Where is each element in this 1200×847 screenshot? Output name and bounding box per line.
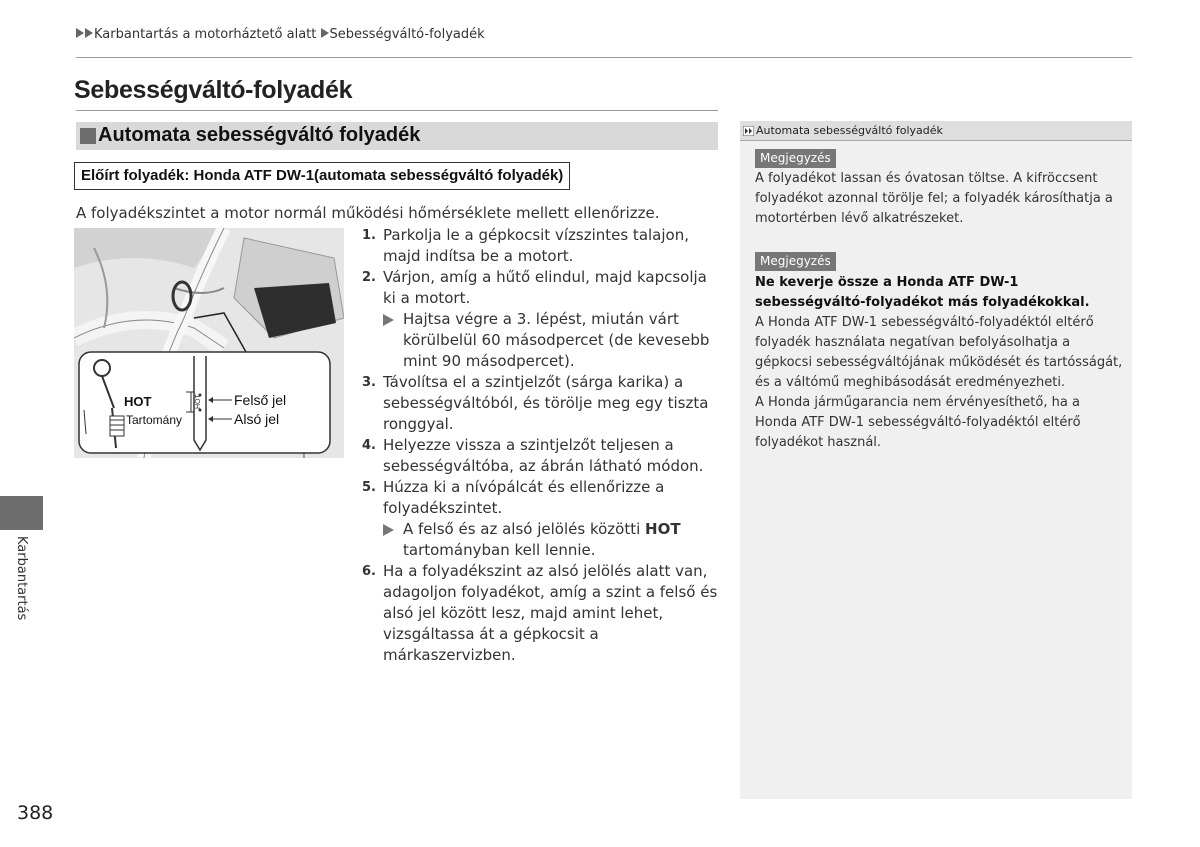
step-5-sub bbox=[362, 519, 722, 561]
note-2-warning: Ne keverje össze a Honda ATF DW-1 sebességváltó-folyadékot más folyadékokkal. bbox=[755, 275, 1090, 310]
arrow-right-icon bbox=[383, 524, 394, 536]
step-text: Ha a folyadékszint az alsó jelölés alatt van, adagoljon folyadékot, amíg a szint a felső és alsó jel között lesz, majd amint lehet, vizsgáltassa át a gépkocsit a márkaszervizben. bbox=[383, 562, 718, 664]
step-2-sub bbox=[362, 309, 722, 372]
breadcrumb-item-maintenance[interactable]: Karbantartás a motorháztető alatt bbox=[94, 27, 317, 42]
note-1-text: A folyadékot lassan és óvatosan töltse. A kifröccsent folyadékot azonnal törölje fel; a folyadék károsíthatja a motortérben lévő alkatrészeket. bbox=[755, 171, 1113, 226]
step-number: 5. bbox=[362, 480, 376, 495]
intro-text: A folyadékszintet a motor normál működési hőmérséklete mellett ellenőrizze. bbox=[76, 204, 660, 222]
sub-text: Hajtsa végre a 3. lépést, miután várt körülbelül 60 másodpercet (de kevesebb mint 90 másodpercet). bbox=[403, 310, 710, 370]
notes-sidebar bbox=[740, 121, 1132, 799]
steps-list bbox=[362, 225, 722, 666]
step-number: 4. bbox=[362, 438, 376, 453]
section-square-icon bbox=[80, 128, 96, 144]
sub-text-before: A felső és az alsó jelölés közötti bbox=[403, 520, 646, 538]
page-number: 388 bbox=[17, 802, 54, 824]
step-text: Várjon, amíg a hűtő elindul, majd kapcsolja ki a motort. bbox=[383, 268, 707, 307]
step-number: 1. bbox=[362, 228, 376, 243]
step-4 bbox=[362, 435, 722, 477]
sidebar-header-text: Automata sebességváltó folyadék bbox=[756, 124, 943, 137]
double-arrow-icon bbox=[743, 126, 754, 136]
sub-text-after: tartományban kell lennie. bbox=[403, 541, 596, 559]
breadcrumb-arrow-icon bbox=[76, 28, 84, 38]
step-text: Parkolja le a gépkocsit vízszintes talajon, majd indítsa be a motort. bbox=[383, 226, 689, 265]
range-label: Tartomány bbox=[126, 413, 183, 427]
page-title: Sebességváltó-folyadék bbox=[74, 76, 353, 104]
required-fluid-box: Előírt folyadék: Honda ATF DW-1(automata sebességváltó folyadék) bbox=[74, 162, 570, 190]
step-text: Helyezze vissza a szintjelzőt teljesen a sebességváltóba, az ábrán látható módon. bbox=[383, 436, 704, 475]
breadcrumb-item-transmission-fluid[interactable]: Sebességváltó-folyadék bbox=[329, 27, 485, 42]
step-3 bbox=[362, 372, 722, 435]
note-badge: Megjegyzés bbox=[755, 149, 836, 168]
breadcrumb-arrow-icon bbox=[321, 28, 329, 38]
sub-text-bold: HOT bbox=[645, 520, 681, 538]
note-2-text-1: A Honda ATF DW-1 sebességváltó-folyadéktól eltérő folyadék használata negatívan befolyásolhatja a gépkocsi sebességváltójának működését és tartósságát, és a váltómű meghibásodását eredményezheti. bbox=[755, 315, 1123, 390]
hot-label: HOT bbox=[124, 394, 152, 409]
note-2-body bbox=[755, 273, 1125, 453]
step-2 bbox=[362, 267, 722, 309]
step-number: 3. bbox=[362, 375, 376, 390]
sidebar-header bbox=[740, 121, 1132, 141]
note-2-text-2: A Honda járműgarancia nem érvényesíthető, ha a Honda ATF DW-1 sebességváltó-folyadéktól eltérő folyadékot használ. bbox=[755, 395, 1081, 450]
chapter-tab-label: Karbantartás bbox=[14, 536, 29, 621]
lower-mark-label: Alsó jel bbox=[234, 411, 280, 427]
breadcrumb-arrow-icon bbox=[85, 28, 93, 38]
step-5 bbox=[362, 477, 722, 519]
step-6 bbox=[362, 561, 722, 666]
step-number: 6. bbox=[362, 564, 376, 579]
top-divider bbox=[76, 57, 1132, 58]
step-text: Húzza ki a nívópálcát és ellenőrizze a folyadékszintet. bbox=[383, 478, 665, 517]
step-number: 2. bbox=[362, 270, 376, 285]
step-1 bbox=[362, 225, 722, 267]
note-badge: Megjegyzés bbox=[755, 252, 836, 271]
section-header bbox=[76, 122, 718, 150]
stick-hot-label: HOT bbox=[195, 394, 202, 409]
breadcrumb bbox=[76, 27, 485, 42]
section-title: Automata sebességváltó folyadék bbox=[98, 124, 421, 146]
step-text: Távolítsa el a szintjelzőt (sárga karika) a sebességváltóból, és törölje meg egy tiszta ronggyal. bbox=[383, 373, 709, 433]
upper-mark-label: Felső jel bbox=[234, 392, 287, 408]
chapter-tab[interactable] bbox=[0, 496, 43, 530]
arrow-right-icon bbox=[383, 314, 394, 326]
title-divider bbox=[76, 110, 718, 111]
engine-illustration bbox=[74, 228, 344, 458]
dipstick-figure bbox=[74, 228, 344, 458]
